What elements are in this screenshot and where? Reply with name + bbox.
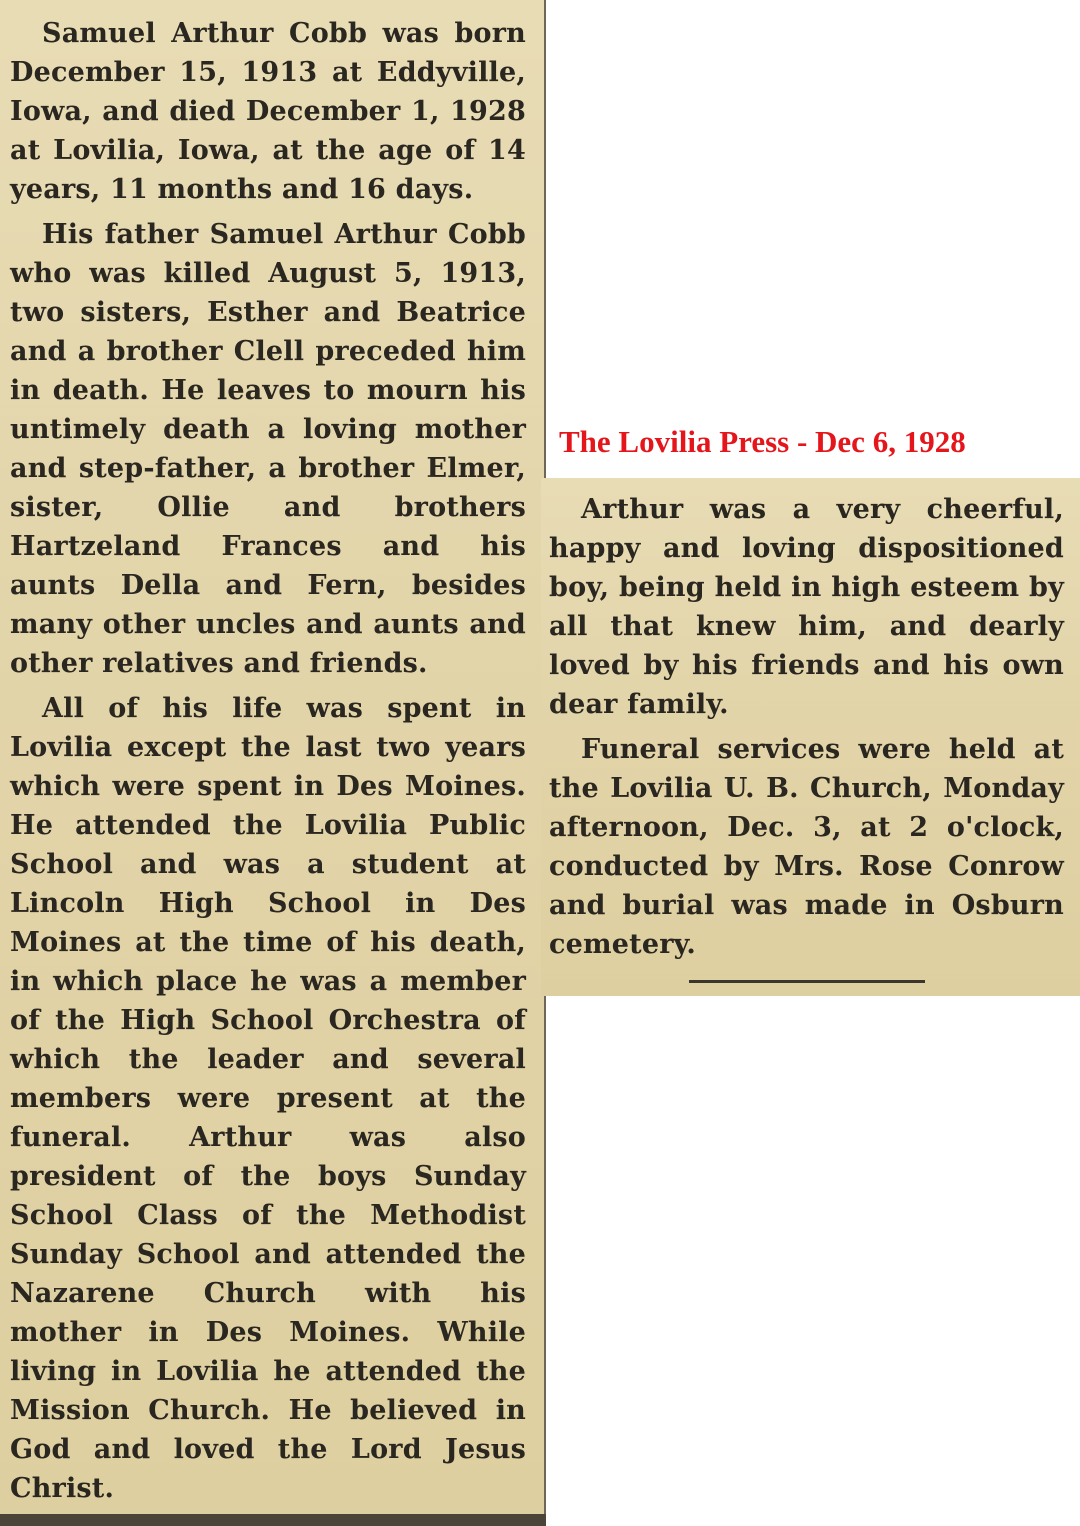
end-rule [689,980,925,983]
paragraph-family: His father Samuel Arthur Cobb who was killed August 5, 1913, two sisters, Esther and Beatrice and a brother Clell preceded him in death. He leaves to mourn his untimely death a loving mother and step-father, a brother Elmer, sister, Ollie and brothers Hartzeland Frances and his aunts Della and Fern, besides many other uncles and aunts and other relatives and friends. [10,219,526,679]
column-bottom-rule [0,1514,546,1526]
paragraph-character: Arthur was a very cheerful, happy and loving dispositioned boy, being held in high esteem by all that knew him, and dearly loved by his friends and his own dear family. [549,494,1064,720]
clipping-right-column [541,478,1080,996]
paragraph-funeral: Funeral services were held at the Lovilia U. B. Church, Monday afternoon, Dec. 3, at 2 o'clock, conducted by Mrs. Rose Conrow and burial was made in Osburn cemetery. [549,734,1064,960]
paragraph-life: All of his life was spent in Lovilia except the last two years which were spent in Des Moines. He attended the Lovilia Public School and was a student at Lincoln High School in Des Moines at the time of his death, in which place he was a member of the High School Orchestra of which the leader and several members were present at the funeral. Arthur was also president of the boys Sunday School Class of the Methodist Sunday School and attended the Nazarene Church with his mother in Des Moines. While living in Lovilia he attended the Mission Church. He believed in God and loved the Lord Jesus Christ. [10,693,526,1504]
paragraph-birth-death: Samuel Arthur Cobb was born December 15, 1913 at Eddyville, Iowa, and died December 1, 1928 at Lovilia, Iowa, at the age of 14 years, 11 months and 16 days. [10,18,526,205]
newspaper-caption: The Lovilia Press - Dec 6, 1928 [559,424,966,459]
